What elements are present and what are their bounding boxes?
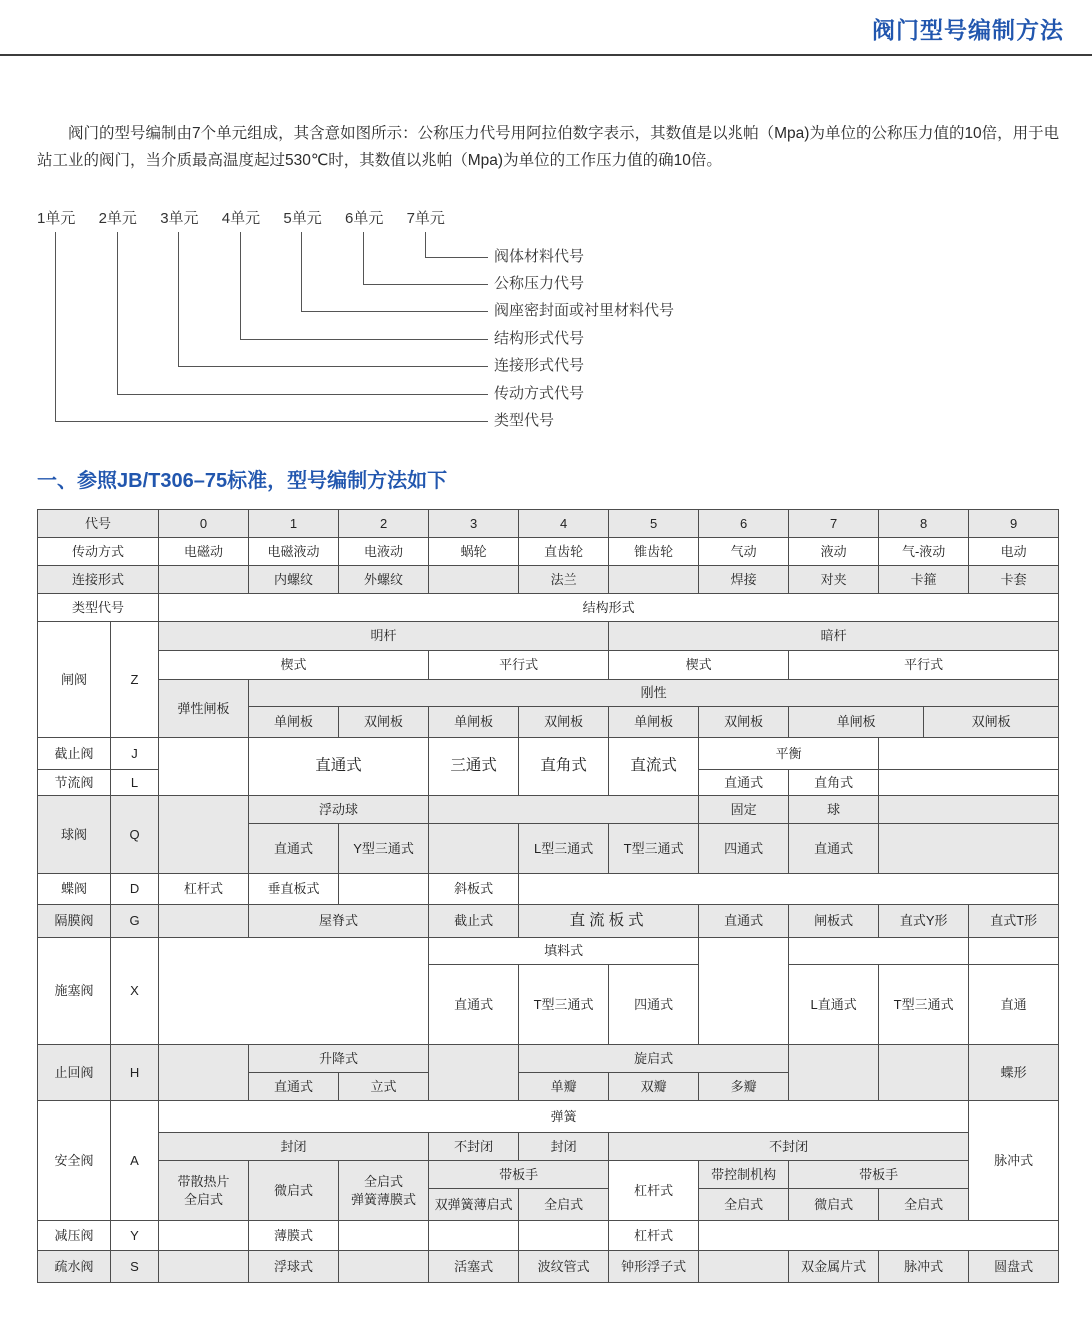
- table-cell: 传动方式: [38, 538, 159, 566]
- table-cell: 0: [159, 510, 249, 538]
- table-cell: 钟形浮子式: [609, 1251, 699, 1283]
- table-cell: 蝶阀: [38, 874, 111, 905]
- table-cell: 双闸板: [699, 707, 789, 738]
- table-cell: 浮动球: [249, 796, 429, 824]
- table-cell: 活塞式: [429, 1251, 519, 1283]
- table-row: [38, 1251, 1059, 1283]
- table-cell: 立式: [339, 1073, 429, 1101]
- table-cell: 升降式: [249, 1045, 429, 1073]
- table-cell: Q: [111, 796, 159, 874]
- table-cell: [159, 796, 249, 874]
- table-cell: 闸阀: [38, 622, 111, 738]
- table-cell: 蜗轮: [429, 538, 519, 566]
- table-cell: [429, 566, 519, 594]
- table-cell: Y型三通式: [339, 824, 429, 874]
- table-cell: 杠杆式: [609, 1161, 699, 1221]
- table-cell: 全启式: [699, 1189, 789, 1221]
- table-cell: 代号: [38, 510, 159, 538]
- table-cell: 三通式: [429, 738, 519, 796]
- table-cell: 类型代号: [38, 594, 159, 622]
- unit-diagram: [0, 202, 1092, 434]
- table-row: [38, 680, 1059, 707]
- table-cell: 带板手: [429, 1161, 609, 1189]
- unit-label: 6单元: [345, 210, 384, 227]
- table-cell: J: [111, 738, 159, 770]
- table-cell: X: [111, 938, 159, 1045]
- table-row: [38, 1101, 1059, 1133]
- table-cell: 带控制机构: [699, 1161, 789, 1189]
- table-cell: 固定: [699, 796, 789, 824]
- table-cell: 双闸板: [924, 707, 1059, 738]
- table-cell: 球: [789, 796, 879, 824]
- table-cell: 薄膜式: [249, 1221, 339, 1251]
- table-cell: [429, 824, 519, 874]
- table-cell: 法兰: [519, 566, 609, 594]
- table-cell: 带板手: [789, 1161, 969, 1189]
- table-cell: [789, 1045, 879, 1101]
- table-cell: 全启式: [519, 1189, 609, 1221]
- connector-line: [425, 232, 488, 258]
- table-cell: 对夹: [789, 566, 879, 594]
- table-cell: 平行式: [429, 651, 609, 680]
- table-row: [38, 622, 1059, 651]
- table-cell: 气动: [699, 538, 789, 566]
- table-cell: 暗杆: [609, 622, 1059, 651]
- table-row: [38, 938, 1059, 965]
- page-header: [0, 0, 1092, 56]
- table-cell: [159, 566, 249, 594]
- table-cell: 平行式: [789, 651, 1059, 680]
- table-cell: 减压阀: [38, 1221, 111, 1251]
- table-cell: 6: [699, 510, 789, 538]
- table-cell: 多瓣: [699, 1073, 789, 1101]
- table-cell: 安全阀: [38, 1101, 111, 1221]
- table-cell: 焊接: [699, 566, 789, 594]
- table-cell: 直通式: [249, 1073, 339, 1101]
- table-cell: 单闸板: [429, 707, 519, 738]
- table-cell: [429, 1045, 519, 1101]
- table-cell: 全启式 弹簧薄膜式: [339, 1161, 429, 1221]
- table-cell: [159, 1045, 249, 1101]
- unit-label: 5单元: [283, 210, 322, 227]
- table-cell: 3: [429, 510, 519, 538]
- table-cell: 脉冲式: [969, 1101, 1059, 1221]
- table-cell: 截止阀: [38, 738, 111, 770]
- table-row: [38, 651, 1059, 680]
- table-cell: 卡套: [969, 566, 1059, 594]
- table-cell: D: [111, 874, 159, 905]
- code-table: [37, 509, 1059, 1283]
- table-cell: 平衡: [699, 738, 879, 770]
- table-cell: 四通式: [699, 824, 789, 874]
- table-cell: 直式Y形: [879, 905, 969, 938]
- table-cell: 直通式: [249, 738, 429, 796]
- unit-label: 2单元: [98, 210, 137, 227]
- table-cell: 微启式: [789, 1189, 879, 1221]
- table-cell: 单瓣: [519, 1073, 609, 1101]
- table-cell: 直通式: [699, 770, 789, 796]
- table-cell: 施塞阀: [38, 938, 111, 1045]
- table-cell: 微启式: [249, 1161, 339, 1221]
- table-cell: Y: [111, 1221, 159, 1251]
- table-cell: [159, 1251, 249, 1283]
- table-cell: 单闸板: [249, 707, 339, 738]
- table-cell: 外螺纹: [339, 566, 429, 594]
- table-cell: 节流阀: [38, 770, 111, 796]
- diagram-label: 阀座密封面或衬里材料代号: [494, 302, 675, 320]
- table-cell: [159, 738, 249, 796]
- table-cell: 4: [519, 510, 609, 538]
- table-cell: [879, 824, 1059, 874]
- table-cell: 7: [789, 510, 879, 538]
- section-heading: 一、参照JB/T306–75标准，型号编制方法如下: [37, 470, 448, 492]
- table-row: [38, 510, 1059, 538]
- table-row: [38, 538, 1059, 566]
- table-cell: [879, 738, 1059, 770]
- table-cell: 封闭: [519, 1133, 609, 1161]
- table-cell: 浮球式: [249, 1251, 339, 1283]
- table-cell: [609, 566, 699, 594]
- table-cell: [699, 1251, 789, 1283]
- table-cell: H: [111, 1045, 159, 1101]
- table-row: [38, 1133, 1059, 1161]
- table-row: [38, 1161, 1059, 1189]
- table-cell: [789, 938, 969, 965]
- table-cell: G: [111, 905, 159, 938]
- table-cell: 明杆: [159, 622, 609, 651]
- table-cell: 双金属片式: [789, 1251, 879, 1283]
- table-cell: 截止式: [429, 905, 519, 938]
- table-cell: 斜板式: [429, 874, 519, 905]
- table-cell: 填料式: [429, 938, 699, 965]
- table-cell: 直式T形: [969, 905, 1059, 938]
- table-cell: 垂直板式: [249, 874, 339, 905]
- table-cell: 液动: [789, 538, 879, 566]
- table-cell: 四通式: [609, 965, 699, 1045]
- table-cell: 9: [969, 510, 1059, 538]
- table-cell: L型三通式: [519, 824, 609, 874]
- table-cell: T型三通式: [879, 965, 969, 1045]
- table-cell: 结构形式: [159, 594, 1059, 622]
- diagram-label: 阀体材料代号: [494, 247, 585, 265]
- table-cell: 止回阀: [38, 1045, 111, 1101]
- table-cell: 圆盘式: [969, 1251, 1059, 1283]
- table-cell: 直通: [969, 965, 1059, 1045]
- table-cell: 旋启式: [519, 1045, 789, 1073]
- table-cell: T型三通式: [609, 824, 699, 874]
- table-cell: 直流式: [609, 738, 699, 796]
- diagram-label: 类型代号: [494, 412, 555, 429]
- table-cell: 电磁液动: [249, 538, 339, 566]
- table-cell: 隔膜阀: [38, 905, 111, 938]
- table-cell: 杠杆式: [609, 1221, 699, 1251]
- table-row: [38, 1221, 1059, 1251]
- table-cell: 弹性闸板: [159, 680, 249, 738]
- table-row: [38, 566, 1059, 594]
- table-cell: L直通式: [789, 965, 879, 1045]
- table-cell: [879, 770, 1059, 796]
- table-cell: 直流板式: [519, 905, 699, 938]
- table-cell: [699, 938, 789, 1045]
- table-cell: [879, 1045, 969, 1101]
- table-cell: 双瓣: [609, 1073, 699, 1101]
- table-cell: 电动: [969, 538, 1059, 566]
- table-cell: 球阀: [38, 796, 111, 874]
- table-cell: [339, 1221, 429, 1251]
- table-cell: 蝶形: [969, 1045, 1059, 1101]
- table-cell: 2: [339, 510, 429, 538]
- unit-label: 4单元: [221, 210, 261, 227]
- table-cell: 楔式: [159, 651, 429, 680]
- table-cell: [159, 938, 429, 1045]
- table-cell: 5: [609, 510, 699, 538]
- table-cell: [159, 1221, 249, 1251]
- diagram-label: 连接形式代号: [494, 357, 585, 375]
- table-row: [38, 594, 1059, 622]
- table-cell: [429, 796, 699, 824]
- table-cell: 锥齿轮: [609, 538, 699, 566]
- table-cell: S: [111, 1251, 159, 1283]
- table-cell: 刚性: [249, 680, 1059, 707]
- table-cell: T型三通式: [519, 965, 609, 1045]
- intro-paragraph: 阀门的型号编制由7个单元组成，其含意如图所示：公称压力代号用阿拉伯数字表示，其数值是以兆帕（Mpa)为单位的公称压力值的10倍，用于电站工业的阀门，当介质最高温度起过530℃时，其数值以兆帕（Mpa)为单位的工作压力值的确10倍。: [37, 125, 1060, 169]
- table-cell: 直角式: [519, 738, 609, 796]
- table-cell: 8: [879, 510, 969, 538]
- table-cell: 封闭: [159, 1133, 429, 1161]
- table-cell: 1: [249, 510, 339, 538]
- diagram-label: 传动方式代号: [494, 384, 585, 402]
- table-cell: 内螺纹: [249, 566, 339, 594]
- table-row: [38, 796, 1059, 824]
- table-row: [38, 905, 1059, 938]
- table-cell: 直通式: [249, 824, 339, 874]
- table-row: [38, 738, 1059, 770]
- unit-label: 7单元: [406, 210, 445, 227]
- table-row: [38, 874, 1059, 905]
- table-cell: [519, 874, 1059, 905]
- table-cell: [519, 1221, 609, 1251]
- table-cell: Z: [111, 622, 159, 738]
- page-title: 阀门型号编制方法: [872, 17, 1064, 43]
- table-cell: 双闸板: [339, 707, 429, 738]
- table-cell: 单闸板: [609, 707, 699, 738]
- table-cell: 直角式: [789, 770, 879, 796]
- table-cell: [339, 1251, 429, 1283]
- table-cell: 气-液动: [879, 538, 969, 566]
- table-cell: 直通式: [429, 965, 519, 1045]
- table-cell: [429, 1221, 519, 1251]
- unit-label: 3单元: [160, 210, 199, 227]
- table-cell: 脉冲式: [879, 1251, 969, 1283]
- table-cell: 电液动: [339, 538, 429, 566]
- table-cell: 弹簧: [159, 1101, 969, 1133]
- table-cell: 杠杆式: [159, 874, 249, 905]
- table-row: [38, 1045, 1059, 1073]
- unit-label: 1单元: [37, 210, 76, 227]
- table-cell: 卡箍: [879, 566, 969, 594]
- table-cell: 双闸板: [519, 707, 609, 738]
- table-cell: 电磁动: [159, 538, 249, 566]
- table-cell: 全启式: [879, 1189, 969, 1221]
- table-cell: L: [111, 770, 159, 796]
- table-cell: [879, 796, 1059, 824]
- table-cell: [159, 905, 249, 938]
- table-cell: 直通式: [699, 905, 789, 938]
- table-cell: A: [111, 1101, 159, 1221]
- table-cell: 不封闭: [429, 1133, 519, 1161]
- table-cell: 闸板式: [789, 905, 879, 938]
- table-cell: 屋脊式: [249, 905, 429, 938]
- diagram-label: 结构形式代号: [494, 329, 585, 347]
- diagram-label: 公称压力代号: [494, 275, 585, 292]
- table-cell: 带散热片 全启式: [159, 1161, 249, 1221]
- table-cell: 双弹簧薄启式: [429, 1189, 519, 1221]
- table-cell: 不封闭: [609, 1133, 969, 1161]
- table-cell: 连接形式: [38, 566, 159, 594]
- table-cell: 直齿轮: [519, 538, 609, 566]
- table-cell: [339, 874, 429, 905]
- table-cell: 直通式: [789, 824, 879, 874]
- table-cell: 波纹管式: [519, 1251, 609, 1283]
- table-cell: 楔式: [609, 651, 789, 680]
- table-cell: 疏水阀: [38, 1251, 111, 1283]
- table-cell: 单闸板: [789, 707, 924, 738]
- table-cell: [969, 938, 1059, 965]
- table-cell: [699, 1221, 1059, 1251]
